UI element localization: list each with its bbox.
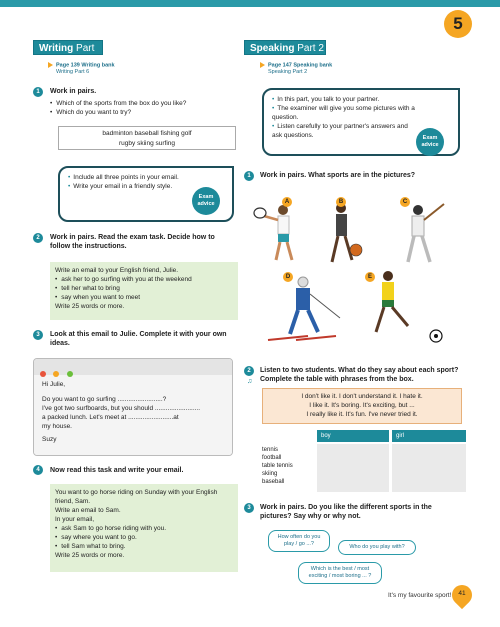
table-row: football <box>262 455 282 461</box>
email-titlebar <box>34 359 232 375</box>
skier-figure <box>268 277 340 340</box>
task-bullet: • tell her what to bring <box>55 284 233 293</box>
email-signature: Suzy <box>42 436 57 443</box>
speaking-bank-ref <box>260 62 332 76</box>
task-text: You want to go horse riding on Sunday with your English friend, Sam. <box>55 489 218 505</box>
task-bullet: • tell Sam what to bring. <box>55 542 233 551</box>
writing-title-bold: Writing <box>39 43 74 54</box>
email-line: I've got two surfboards, but you should ......................... <box>42 405 201 412</box>
arrow-icon <box>48 62 53 68</box>
exam-task-box <box>50 484 238 572</box>
exercise-number: 4 <box>33 465 43 475</box>
writing-title-part: Part 6 <box>39 43 95 69</box>
table-header-girl: girl <box>392 430 466 442</box>
email-line: a packed lunch. Let's meet at .........................at <box>42 414 179 421</box>
task-text: Write 25 words or more. <box>55 303 125 310</box>
tennis-player-figure <box>254 205 292 260</box>
unit-number-badge: 5 <box>444 10 472 38</box>
exercise-number: 2 <box>244 366 254 376</box>
exercise-number: 1 <box>33 87 43 97</box>
picture-label-c: C <box>400 197 410 207</box>
speech-bubble: How often do you play / go ...? <box>268 530 330 552</box>
exam-task-box <box>50 262 238 320</box>
exercise-number: 3 <box>244 503 254 513</box>
bullet-item: • Which of the sports from the box do you like? <box>50 99 230 108</box>
speaking-bank-sub: Speaking Part 2 <box>268 69 308 76</box>
picture-label-b: B <box>336 197 346 207</box>
task-text: In your email, <box>55 516 95 523</box>
table-row: baseball <box>262 479 285 485</box>
phrase-line: I like it. It's boring. It's exciting, but ... <box>309 402 415 409</box>
speaking-title-bold: Speaking <box>250 43 295 54</box>
exercise-number: 1 <box>244 171 254 181</box>
writing-bank-link[interactable]: Page 139 Writing bank <box>56 62 115 69</box>
picture-label-a: A <box>282 197 292 207</box>
exercise-instruction: Work in pairs. What sports are in the pictures? <box>260 172 416 179</box>
footballer-figure <box>376 271 442 342</box>
email-body <box>34 375 232 456</box>
speech-bubble: Which is the best / most exciting / most boring ... ? <box>298 562 382 584</box>
exam-advice-badge: Exam advice <box>416 128 444 156</box>
exercise-number: 2 <box>33 233 43 243</box>
speaking-bank-link[interactable]: Page 147 Speaking bank <box>268 62 333 69</box>
task-bullet: • ask Sam to go horse riding with you. <box>55 524 233 533</box>
top-bar <box>0 0 500 7</box>
email-window <box>33 358 233 456</box>
page-number: 41 <box>458 590 466 597</box>
table-row: table tennis <box>262 463 293 469</box>
exercise-instruction: Work in pairs. <box>50 88 97 95</box>
picture-label-d: D <box>283 272 293 282</box>
exercise-instruction: Listen to two students. What do they say about each sport? Complete the table with phrases from the box. <box>260 367 459 383</box>
sports-table <box>262 430 466 492</box>
writing-bank-ref <box>48 62 115 76</box>
sports-word-box <box>58 126 236 150</box>
window-minimize-icon[interactable] <box>53 371 59 377</box>
picture-label-e: E <box>365 272 375 282</box>
phrase-line: I really like it. It's fun. I've never tried it. <box>306 411 418 418</box>
speaking-title-part: Part 2 <box>297 43 324 54</box>
table-row: tennis <box>262 447 279 453</box>
baseball-player-figure <box>408 204 444 262</box>
exercise-instruction: Now read this task and write your email. <box>50 467 184 474</box>
email-greeting: Hi Julie, <box>42 381 66 388</box>
tip-item: • Write your email in a friendly style. <box>68 182 184 191</box>
exercise-instruction: Look at this email to Julie. Complete it with your own ideas. <box>50 331 227 347</box>
word-box-line: rugby skiing surfing <box>119 140 175 147</box>
email-line: Do you want to go surfing .........................? <box>42 396 167 403</box>
phrase-line: I don't like it. I don't understand it. I hate it. <box>301 393 423 400</box>
arrow-icon <box>260 62 265 68</box>
task-bullet: • ask her to go surfing with you at the weekend <box>55 275 233 284</box>
sports-pictures <box>248 190 463 350</box>
speech-bubble: Who do you play with? <box>338 540 416 555</box>
window-close-icon[interactable] <box>40 371 46 377</box>
exercise-instruction: Work in pairs. Do you like the different sports in the pictures? Say why or why not. <box>260 504 432 520</box>
writing-bank-sub: Writing Part 6 <box>56 69 90 76</box>
speaking-title <box>244 40 326 55</box>
tip-item: • In this part, you talk to your partner. <box>272 95 418 104</box>
exercise-instruction: Work in pairs. Read the exam task. Decide how to follow the instructions. <box>50 234 215 250</box>
tip-item: • Listen carefully to your partner's answers and ask questions. <box>272 122 418 140</box>
tip-item: • The examiner will give you some pictures with a question. <box>272 104 418 122</box>
audio-icon[interactable]: ♫ <box>247 378 253 385</box>
table-header-boy: boy <box>317 430 389 442</box>
exercise-bullets <box>50 99 230 117</box>
word-box-line: badminton baseball fishing golf <box>102 130 192 137</box>
bullet-item: • Which do you want to try? <box>50 108 230 117</box>
task-text: Write an email to Sam. <box>55 507 121 514</box>
task-text: Write an email to your English friend, Julie. <box>55 267 179 274</box>
table-row-labels <box>262 446 317 486</box>
exercise-number: 3 <box>33 330 43 340</box>
footer-text: It's my favourite sport! <box>388 592 452 599</box>
phrase-box <box>262 388 462 424</box>
task-bullet: • say when you want to meet <box>55 293 233 302</box>
table-cell-boy[interactable] <box>317 444 389 492</box>
task-bullet: • say where you want to go. <box>55 533 233 542</box>
tip-item: • Include all three points in your email. <box>68 173 184 182</box>
email-line: my house. <box>42 423 72 430</box>
exam-advice-badge: Exam advice <box>192 187 220 215</box>
basketball-player-figure <box>332 203 362 262</box>
task-text: Write 25 words or more. <box>55 552 125 559</box>
table-cell-girl[interactable] <box>392 444 466 492</box>
table-row: skiing <box>262 471 278 477</box>
window-maximize-icon[interactable] <box>67 371 73 377</box>
